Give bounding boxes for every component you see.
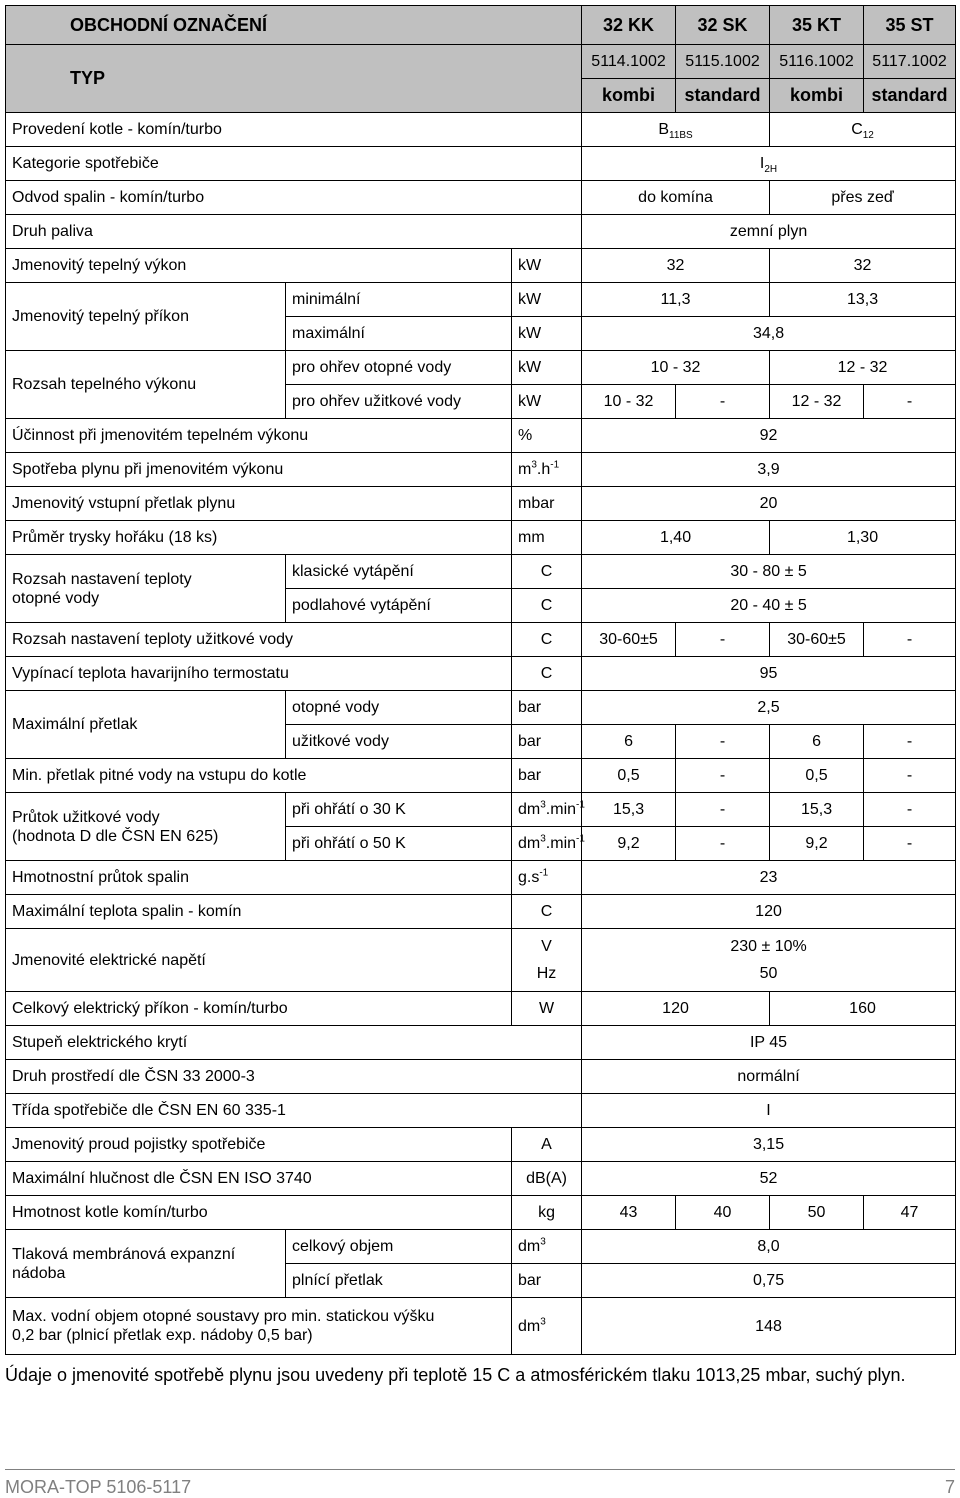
value-cell: 3,9 — [582, 453, 956, 487]
value-cell: 0,5 — [770, 759, 864, 793]
value-cell: - — [676, 793, 770, 827]
row-max-objem — [6, 1298, 956, 1355]
row-trida — [6, 1094, 956, 1128]
row-label: Jmenovitý tepelný příkon — [6, 283, 286, 351]
unit-cell: kW — [512, 283, 582, 317]
row-vykon — [6, 249, 956, 283]
row-label: Min. přetlak pitné vody na vstupu do kotle — [6, 759, 512, 793]
row-max-pretlak-otop — [6, 691, 956, 725]
sub-label: celkový objem — [286, 1230, 512, 1264]
row-odvod — [6, 181, 956, 215]
value-cell: 8,0 — [582, 1230, 956, 1264]
row-spotreba — [6, 453, 956, 487]
value-cell: 23 — [582, 861, 956, 895]
footer-divider — [5, 1469, 955, 1470]
row-hlucnost — [6, 1162, 956, 1196]
value-cell: IP 45 — [582, 1026, 956, 1060]
header-row-trade-name — [6, 6, 956, 45]
value-subscript: 2H — [764, 164, 778, 176]
row-label: Celkový elektrický příkon - komín/turbo — [6, 992, 512, 1026]
unit-cell: C — [512, 555, 582, 589]
unit-sup: 3 — [540, 833, 546, 845]
row-provedeni — [6, 113, 956, 147]
value-cell: 160 — [770, 992, 956, 1026]
row-hmot-prutok — [6, 861, 956, 895]
value-cell: 50 — [770, 1196, 864, 1230]
value-cell: 10 - 32 — [582, 351, 770, 385]
row-rozsah-otop — [6, 351, 956, 385]
unit-cell: kW — [512, 351, 582, 385]
model-35st: 35 ST — [864, 6, 956, 45]
value-cell: 32 — [582, 249, 770, 283]
value-cell: 0,75 — [582, 1264, 956, 1298]
unit-text: g.s — [518, 869, 540, 886]
row-label: Třída spotřebiče dle ČSN EN 60 335-1 — [6, 1094, 582, 1128]
code-cell: 5116.1002 — [770, 45, 864, 79]
row-label: Jmenovitý proud pojistky spotřebiče — [6, 1128, 512, 1162]
value-cell: 52 — [582, 1162, 956, 1196]
unit-text: Hz — [536, 965, 557, 982]
unit-sup: 3 — [540, 1236, 546, 1248]
value-text: 50 — [759, 965, 778, 982]
unit-cell — [512, 1230, 582, 1264]
value-cell: 30 - 80 ± 5 — [582, 555, 956, 589]
value-cell: 12 - 32 — [770, 385, 864, 419]
unit-cell: C — [512, 895, 582, 929]
unit-cell: bar — [512, 725, 582, 759]
value-cell: 120 — [582, 992, 770, 1026]
header-row-codes — [6, 45, 956, 79]
sub-label: maximální — [286, 317, 512, 351]
unit-cell: mm — [512, 521, 582, 555]
row-prikon-min — [6, 283, 956, 317]
value-cell: 95 — [582, 657, 956, 691]
row-pretlak-plynu — [6, 487, 956, 521]
value-cell: 2,5 — [582, 691, 956, 725]
row-prutok-30k — [6, 793, 956, 827]
row-label: Účinnost při jmenovitém tepelném výkonu — [6, 419, 512, 453]
row-expanzni-objem — [6, 1230, 956, 1264]
row-label: Hmotnostní průtok spalin — [6, 861, 512, 895]
value-cell: přes zeď — [770, 181, 956, 215]
row-label: Stupeň elektrického krytí — [6, 1026, 582, 1060]
value-cell: 40 — [676, 1196, 770, 1230]
row-label: Hmotnost kotle komín/turbo — [6, 1196, 512, 1230]
label-line: (hodnota D dle ČSN EN 625) — [12, 827, 219, 845]
unit-cell — [512, 453, 582, 487]
unit-cell: kW — [512, 385, 582, 419]
row-min-pretlak — [6, 759, 956, 793]
row-label: Maximální hlučnost dle ČSN EN ISO 3740 — [6, 1162, 512, 1196]
value-cell: 30-60±5 — [770, 623, 864, 657]
unit-text: V — [541, 938, 552, 955]
unit-cell: kg — [512, 1196, 582, 1230]
value-cell — [770, 113, 956, 147]
row-el-prikon — [6, 992, 956, 1026]
unit-text: m — [518, 461, 532, 478]
row-napeti — [6, 929, 956, 992]
value-cell: 12 - 32 — [770, 351, 956, 385]
trade-name-label: OBCHODNÍ OZNAČENÍ — [6, 6, 582, 45]
value-cell: - — [676, 827, 770, 861]
unit-text: dm — [518, 801, 541, 818]
row-pojistky — [6, 1128, 956, 1162]
unit-cell: A — [512, 1128, 582, 1162]
unit-text: .h — [536, 461, 551, 478]
sub-label: užitkové vody — [286, 725, 512, 759]
value-cell: 20 - 40 ± 5 — [582, 589, 956, 623]
row-label: Spotřeba plynu při jmenovitém výkonu — [6, 453, 512, 487]
row-hmotnost — [6, 1196, 956, 1230]
kind-cell: standard — [676, 79, 770, 113]
sub-label: otopné vody — [286, 691, 512, 725]
value-cell — [582, 929, 956, 992]
row-label: Rozsah nastavení teploty užitkové vody — [6, 623, 512, 657]
value-cell: 20 — [582, 487, 956, 521]
label-line: 0,2 bar (plnicí přetlak exp. nádoby 0,5 bar) — [12, 1327, 313, 1344]
row-label: Průměr trysky hořáku (18 ks) — [6, 521, 512, 555]
value-cell: - — [864, 725, 956, 759]
value-cell: 9,2 — [770, 827, 864, 861]
value-cell: 43 — [582, 1196, 676, 1230]
value-cell: 34,8 — [582, 317, 956, 351]
technical-spec-table — [5, 5, 956, 1355]
value-cell: 120 — [582, 895, 956, 929]
unit-cell — [512, 827, 585, 861]
row-label: Maximální přetlak — [6, 691, 286, 759]
value-cell: 9,2 — [582, 827, 676, 861]
type-label: TYP — [6, 45, 582, 113]
unit-cell — [512, 929, 582, 992]
unit-cell — [512, 793, 585, 827]
label-line: Průtok užitkové vody — [12, 808, 160, 826]
value-cell: 3,15 — [582, 1128, 956, 1162]
value-text: 230 ± 10% — [730, 938, 807, 955]
sub-label: pro ohřev užitkové vody — [286, 385, 512, 419]
unit-text: .min — [545, 835, 577, 852]
unit-cell: % — [512, 419, 582, 453]
value-cell: normální — [582, 1060, 956, 1094]
value-cell: - — [864, 793, 956, 827]
row-havarijni — [6, 657, 956, 691]
row-prostredi — [6, 1060, 956, 1094]
label-line: Tlaková membránová expanzní — [12, 1245, 236, 1263]
value-cell: 92 — [582, 419, 956, 453]
code-cell: 5117.1002 — [864, 45, 956, 79]
row-ucinnost — [6, 419, 956, 453]
row-label: Rozsah tepelného výkonu — [6, 351, 286, 419]
footer-doc-name: MORA-TOP 5106-5117 — [5, 1477, 192, 1497]
sub-label: při ohřátí o 50 K — [286, 827, 512, 861]
row-label: Druh prostředí dle ČSN 33 2000-3 — [6, 1060, 582, 1094]
value-cell: 1,30 — [770, 521, 956, 555]
unit-cell: kW — [512, 249, 582, 283]
unit-cell: C — [512, 657, 582, 691]
unit-cell: kW — [512, 317, 582, 351]
row-label: Vypínací teplota havarijního termostatu — [6, 657, 512, 691]
label-line: Max. vodní objem otopné soustavy pro min. statickou výšku — [12, 1308, 435, 1325]
unit-cell: mbar — [512, 487, 582, 521]
value-cell: 0,5 — [582, 759, 676, 793]
kind-cell: kombi — [582, 79, 676, 113]
row-max-teplota-spalin — [6, 895, 956, 929]
value-main: I — [759, 155, 765, 172]
unit-cell: bar — [512, 691, 582, 725]
value-cell: 32 — [770, 249, 956, 283]
value-cell: zemní plyn — [582, 215, 956, 249]
sub-label: pro ohřev otopné vody — [286, 351, 512, 385]
label-line: nádoba — [12, 1264, 66, 1282]
row-teplota-klasicke — [6, 555, 956, 589]
unit-sup: -1 — [576, 799, 585, 811]
row-label — [6, 1298, 512, 1355]
unit-cell: bar — [512, 759, 582, 793]
row-label — [6, 555, 286, 623]
unit-text: dm — [518, 835, 541, 852]
row-trysky — [6, 521, 956, 555]
value-cell: - — [676, 385, 770, 419]
unit-sup: 3 — [540, 1316, 546, 1328]
value-main: C — [851, 121, 863, 138]
value-subscript: 12 — [862, 130, 874, 142]
label-line: otopné vody — [12, 589, 100, 607]
sub-label: podlahové vytápění — [286, 589, 512, 623]
value-cell: 148 — [582, 1298, 956, 1355]
unit-sup: -1 — [539, 867, 549, 879]
row-label: Jmenovité elektrické napětí — [6, 929, 512, 992]
value-cell: do komína — [582, 181, 770, 215]
unit-cell: bar — [512, 1264, 582, 1298]
unit-text: dm — [518, 1317, 541, 1335]
row-label: Jmenovitý tepelný výkon — [6, 249, 512, 283]
unit-cell: C — [512, 623, 582, 657]
value-cell — [582, 113, 770, 147]
sub-label: minimální — [286, 283, 512, 317]
unit-cell — [512, 1298, 582, 1355]
row-label: Odvod spalin - komín/turbo — [6, 181, 582, 215]
row-label: Druh paliva — [6, 215, 582, 249]
row-label: Kategorie spotřebiče — [6, 147, 582, 181]
model-32kk: 32 KK — [582, 6, 676, 45]
row-label: Jmenovitý vstupní přetlak plynu — [6, 487, 512, 521]
unit-cell: W — [512, 992, 582, 1026]
row-druh-paliva — [6, 215, 956, 249]
footnote: Údaje o jmenovité spotřebě plynu jsou uvedeny při teplotě 15 C a atmosférickém tlaku 1013,25 mbar, suchý plyn. — [5, 1365, 906, 1385]
value-cell: - — [864, 385, 956, 419]
value-cell: - — [864, 827, 956, 861]
value-cell: 10 - 32 — [582, 385, 676, 419]
value-subscript: 11BS — [669, 130, 693, 142]
value-main: B — [658, 121, 669, 138]
value-cell: - — [864, 623, 956, 657]
unit-sup: -1 — [576, 833, 585, 845]
page-number: 7 — [944, 1477, 955, 1497]
row-label — [6, 793, 286, 861]
kind-cell: kombi — [770, 79, 864, 113]
value-cell: 6 — [770, 725, 864, 759]
value-cell: 15,3 — [582, 793, 676, 827]
model-32sk: 32 SK — [676, 6, 770, 45]
unit-text: .min — [545, 801, 577, 818]
value-cell: 1,40 — [582, 521, 770, 555]
label-line: Rozsah nastavení teploty — [12, 570, 192, 588]
value-cell: 30-60±5 — [582, 623, 676, 657]
value-cell: 47 — [864, 1196, 956, 1230]
row-label: Provedení kotle - komín/turbo — [6, 113, 582, 147]
code-cell: 5114.1002 — [582, 45, 676, 79]
unit-cell: C — [512, 589, 582, 623]
value-cell: - — [676, 759, 770, 793]
row-teplota-tuv — [6, 623, 956, 657]
sub-label: plnící přetlak — [286, 1264, 512, 1298]
value-cell: 6 — [582, 725, 676, 759]
value-cell: 11,3 — [582, 283, 770, 317]
unit-text: dm — [518, 1238, 541, 1255]
unit-sup: 3 — [531, 459, 537, 471]
value-cell — [582, 147, 956, 181]
row-kryti — [6, 1026, 956, 1060]
kind-cell: standard — [864, 79, 956, 113]
sub-label: klasické vytápění — [286, 555, 512, 589]
value-cell: - — [676, 725, 770, 759]
model-35kt: 35 KT — [770, 6, 864, 45]
sub-label: při ohřátí o 30 K — [286, 793, 512, 827]
value-cell: 13,3 — [770, 283, 956, 317]
row-kategorie — [6, 147, 956, 181]
value-cell: - — [676, 623, 770, 657]
unit-sup: 3 — [540, 799, 546, 811]
unit-cell: dB(A) — [512, 1162, 582, 1196]
code-cell: 5115.1002 — [676, 45, 770, 79]
value-cell: - — [864, 759, 956, 793]
value-cell: 15,3 — [770, 793, 864, 827]
unit-sup: -1 — [550, 459, 560, 471]
value-cell: I — [582, 1094, 956, 1128]
row-label: Maximální teplota spalin - komín — [6, 895, 512, 929]
unit-cell — [512, 861, 582, 895]
row-label — [6, 1230, 286, 1298]
